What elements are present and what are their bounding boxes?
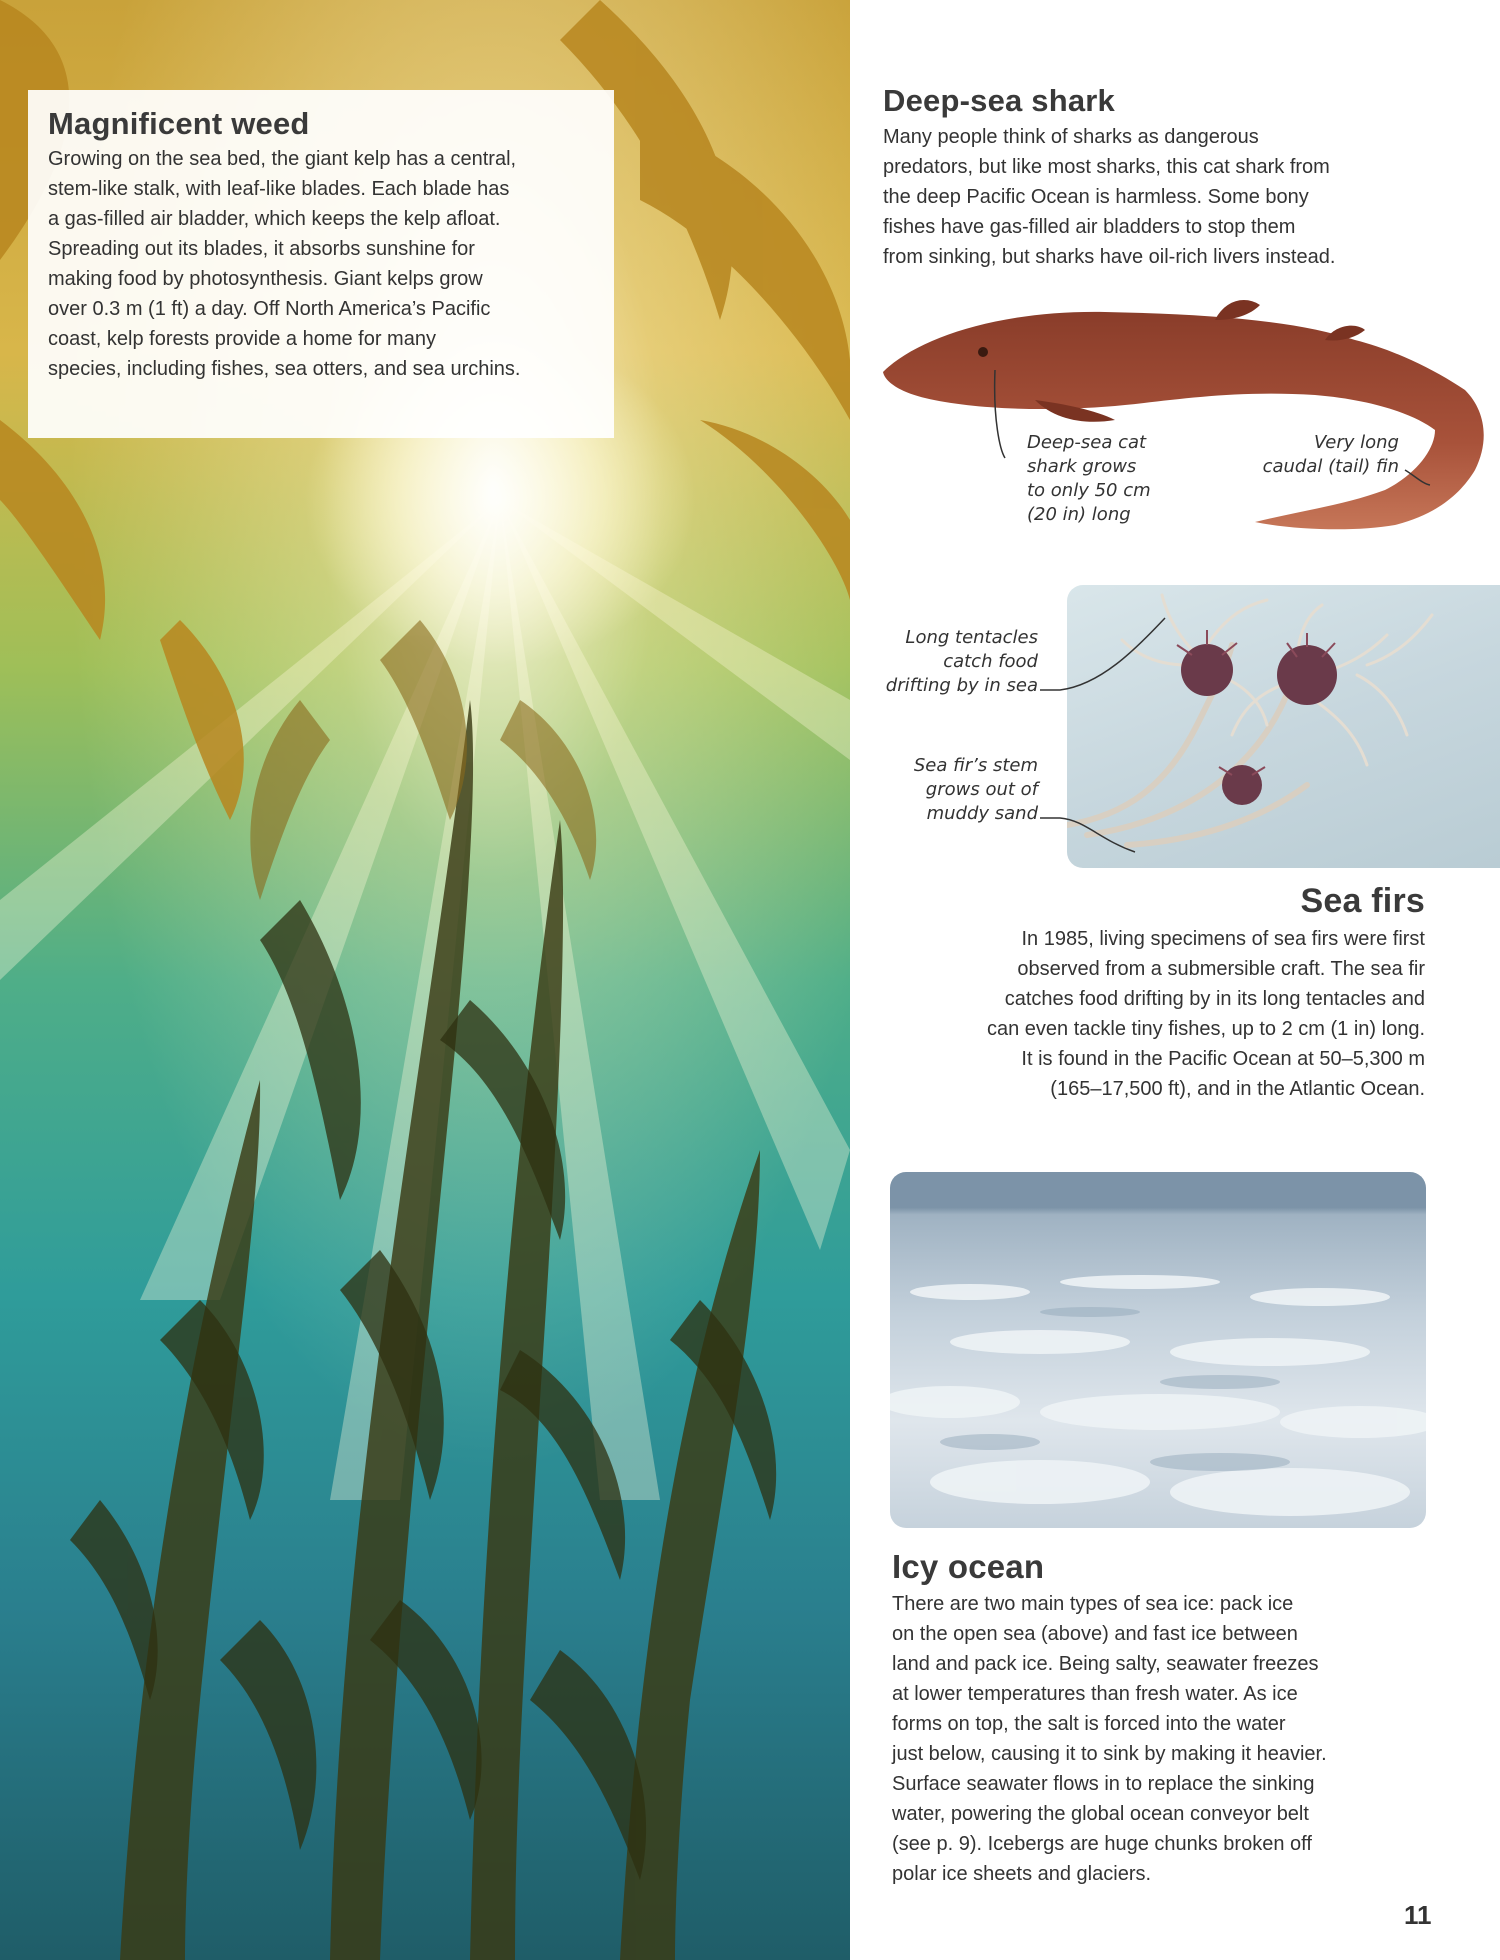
page-number: 11 [1404, 1900, 1432, 1930]
sea-firs-text: In 1985, living specimens of sea firs were first observed from a submersible craft. The sea fir catches food drifting by in its long tentacles and can even tackle tiny fishes, up to 2 cm (1 in) long. It is found in the Pacific Ocean at 50–5,300 m (165–17,500 ft), and in the Atlantic Ocean. [987, 928, 1425, 1100]
sea-firs-title: Sea firs [1300, 882, 1425, 920]
stem-caption: Sea fir’s stem grows out of muddy sand [913, 755, 1038, 824]
shark-tail-caption: Very long caudal (tail) fin [1262, 432, 1399, 477]
deep-sea-shark-title: Deep-sea shark [883, 83, 1115, 118]
deep-sea-shark-section [883, 80, 1443, 272]
shark-size-caption: Deep-sea cat shark grows to only 50 cm (20 in) long [1027, 432, 1151, 525]
cat-shark-image [875, 300, 1500, 540]
deep-sea-shark-text: Many people think of sharks as dangerous predators, but like most sharks, this cat shark from the deep Pacific Ocean is harmless. Some bony fishes have gas-filled air bladders to stop them from sinking, but sharks have oil-rich livers instead. [883, 126, 1336, 268]
pack-ice-illustration [890, 1172, 1426, 1528]
icy-ocean-title: Icy ocean [892, 1548, 1045, 1585]
tentacles-caption: Long tentacles catch food drifting by in sea [885, 627, 1038, 696]
icy-ocean-text: There are two main types of sea ice: pack ice on the open sea (above) and fast ice between land and pack ice. Being salty, seawater freezes at lower temperatures than fresh water. As ice forms on top, the salt is forced into the water just below, causing it to sink by making it heavier. Surface seawater flows in to replace the sinking water, powering the global ocean conveyor belt (see p. 9). Icebergs are huge chunks broken off polar ice sheets and glaciers. [892, 1593, 1327, 1885]
magnificent-weed-text: Growing on the sea bed, the giant kelp has a central, stem-like stalk, with leaf-like blades. Each blade has a gas-filled air bladder, which keeps the kelp afloat. Spreading out its blades, it absorbs sunshine for making food by photosynthesis. Giant kelps grow over 0.3 m (1 ft) a day. Off North America’s Pacific coast, kelp forests provide a home for many species, including fishes, sea otters, and sea urchins. [48, 148, 521, 380]
cat-shark-illustration [875, 300, 1500, 540]
sea-fir-leader-lines [1040, 600, 1190, 870]
magnificent-weed-panel [28, 90, 614, 438]
sea-firs-section [900, 878, 1425, 1104]
magnificent-weed-title: Magnificent weed [48, 106, 310, 141]
sea-ice-photo [890, 1172, 1426, 1528]
icy-ocean-section [892, 1545, 1422, 1889]
